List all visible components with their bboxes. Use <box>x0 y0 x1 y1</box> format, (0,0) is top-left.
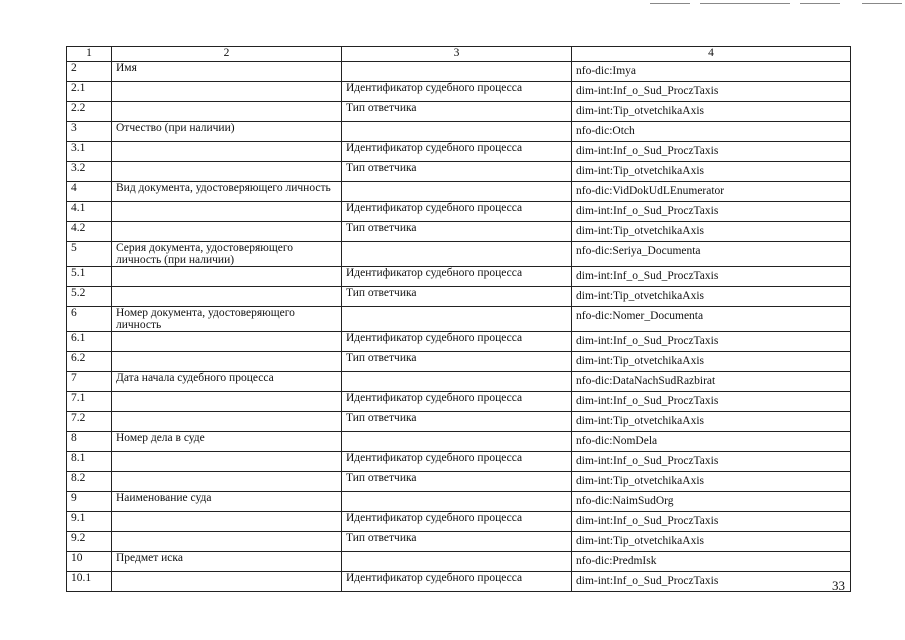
row-name-cell <box>112 287 342 307</box>
row-number-cell: 4.1 <box>67 202 112 222</box>
row-number-cell: 7 <box>67 372 112 392</box>
table-row <box>67 162 851 182</box>
row-name-cell <box>112 472 342 492</box>
row-name-cell: Вид документа, удостоверяющего личность <box>112 182 342 202</box>
row-attribute-cell: Тип ответчика <box>342 412 572 432</box>
row-code-cell: dim-int:Inf_o_Sud_ProczTaxis <box>572 392 851 412</box>
row-code-cell: dim-int:Tip_otvetchikaAxis <box>572 102 851 122</box>
row-name-cell <box>112 412 342 432</box>
row-code-cell: dim-int:Inf_o_Sud_ProczTaxis <box>572 202 851 222</box>
row-name-cell <box>112 452 342 472</box>
row-number-cell: 3.2 <box>67 162 112 182</box>
row-number-cell: 2.2 <box>67 102 112 122</box>
row-name-cell <box>112 202 342 222</box>
table-row <box>67 512 851 532</box>
table-row <box>67 82 851 102</box>
row-number-cell: 6.1 <box>67 332 112 352</box>
table-row <box>67 222 851 242</box>
row-number-cell: 5 <box>67 242 112 267</box>
row-name-cell <box>112 267 342 287</box>
row-code-cell: dim-int:Inf_o_Sud_ProczTaxis <box>572 452 851 472</box>
table-row <box>67 492 851 512</box>
row-code-cell: dim-int:Inf_o_Sud_ProczTaxis <box>572 572 851 592</box>
table-row <box>67 532 851 552</box>
row-name-cell <box>112 512 342 532</box>
table-row <box>67 332 851 352</box>
row-attribute-cell: Тип ответчика <box>342 472 572 492</box>
row-name-cell <box>112 352 342 372</box>
row-number-cell: 8 <box>67 432 112 452</box>
row-number-cell: 10.1 <box>67 572 112 592</box>
row-name-cell: Имя <box>112 62 342 82</box>
row-code-cell: nfo-dic:NaimSudOrg <box>572 492 851 512</box>
row-name-cell: Номер дела в суде <box>112 432 342 452</box>
row-attribute-cell: Идентификатор судебного процесса <box>342 392 572 412</box>
table-row <box>67 122 851 142</box>
row-number-cell: 8.1 <box>67 452 112 472</box>
row-attribute-cell: Тип ответчика <box>342 287 572 307</box>
row-code-cell: nfo-dic:DataNachSudRazbirat <box>572 372 851 392</box>
row-number-cell: 4 <box>67 182 112 202</box>
table-row <box>67 182 851 202</box>
table-row <box>67 62 851 82</box>
row-name-cell <box>112 142 342 162</box>
table-row <box>67 392 851 412</box>
row-code-cell: nfo-dic:Imya <box>572 62 851 82</box>
row-number-cell: 3.1 <box>67 142 112 162</box>
row-attribute-cell: Тип ответчика <box>342 222 572 242</box>
row-code-cell: nfo-dic:Nomer_Documenta <box>572 307 851 332</box>
row-code-cell: dim-int:Inf_o_Sud_ProczTaxis <box>572 267 851 287</box>
row-number-cell: 7.1 <box>67 392 112 412</box>
row-name-cell: Номер документа, удостоверяющего личность <box>112 307 342 332</box>
table-row <box>67 287 851 307</box>
table-row <box>67 307 851 332</box>
header-cell-1: 1 <box>67 47 112 62</box>
table-row <box>67 102 851 122</box>
row-code-cell: dim-int:Tip_otvetchikaAxis <box>572 162 851 182</box>
row-name-cell: Наименование суда <box>112 492 342 512</box>
table-row <box>67 242 851 267</box>
row-code-cell: dim-int:Tip_otvetchikaAxis <box>572 472 851 492</box>
row-code-cell: nfo-dic:Otch <box>572 122 851 142</box>
scan-artifact-line <box>800 3 840 4</box>
row-code-cell: dim-int:Tip_otvetchikaAxis <box>572 532 851 552</box>
row-code-cell: nfo-dic:PredmIsk <box>572 552 851 572</box>
scan-artifact-line <box>700 3 790 4</box>
row-name-cell <box>112 162 342 182</box>
row-name-cell: Дата начала судебного процесса <box>112 372 342 392</box>
table-body <box>67 47 851 592</box>
row-number-cell: 3 <box>67 122 112 142</box>
row-code-cell: dim-int:Tip_otvetchikaAxis <box>572 352 851 372</box>
row-code-cell: dim-int:Inf_o_Sud_ProczTaxis <box>572 512 851 532</box>
row-number-cell: 9.1 <box>67 512 112 532</box>
header-row <box>67 47 851 62</box>
header-cell-4: 4 <box>572 47 851 62</box>
page-number: 33 <box>832 578 845 593</box>
scan-artifact-line <box>862 3 902 4</box>
row-code-cell: nfo-dic:Seriya_Documenta <box>572 242 851 267</box>
table-row <box>67 572 851 592</box>
row-code-cell: nfo-dic:VidDokUdLEnumerator <box>572 182 851 202</box>
row-number-cell: 2.1 <box>67 82 112 102</box>
row-name-cell <box>112 102 342 122</box>
row-attribute-cell: Тип ответчика <box>342 162 572 182</box>
row-number-cell: 4.2 <box>67 222 112 242</box>
row-attribute-cell: Идентификатор судебного процесса <box>342 267 572 287</box>
row-number-cell: 10 <box>67 552 112 572</box>
row-name-cell: Отчество (при наличии) <box>112 122 342 142</box>
scan-artifact-line <box>650 3 690 4</box>
row-number-cell: 9.2 <box>67 532 112 552</box>
row-code-cell: dim-int:Tip_otvetchikaAxis <box>572 412 851 432</box>
row-attribute-cell <box>342 372 572 392</box>
row-attribute-cell <box>342 242 572 267</box>
row-name-cell <box>112 332 342 352</box>
row-attribute-cell <box>342 182 572 202</box>
row-attribute-cell: Идентификатор судебного процесса <box>342 572 572 592</box>
row-attribute-cell <box>342 122 572 142</box>
row-number-cell: 2 <box>67 62 112 82</box>
table-row <box>67 142 851 162</box>
row-name-cell <box>112 392 342 412</box>
row-code-cell: dim-int:Tip_otvetchikaAxis <box>572 222 851 242</box>
row-attribute-cell: Идентификатор судебного процесса <box>342 142 572 162</box>
row-attribute-cell: Идентификатор судебного процесса <box>342 512 572 532</box>
row-name-cell <box>112 532 342 552</box>
row-attribute-cell: Идентификатор судебного процесса <box>342 82 572 102</box>
table-row <box>67 452 851 472</box>
table-row <box>67 552 851 572</box>
table-row <box>67 432 851 452</box>
header-cell-2: 2 <box>112 47 342 62</box>
table-row <box>67 202 851 222</box>
row-attribute-cell: Идентификатор судебного процесса <box>342 452 572 472</box>
row-code-cell: dim-int:Inf_o_Sud_ProczTaxis <box>572 332 851 352</box>
row-name-cell: Серия документа, удостоверяющего личность (при наличии) <box>112 242 342 267</box>
row-name-cell <box>112 222 342 242</box>
row-code-cell: nfo-dic:NomDela <box>572 432 851 452</box>
row-attribute-cell <box>342 552 572 572</box>
row-attribute-cell <box>342 492 572 512</box>
row-attribute-cell: Идентификатор судебного процесса <box>342 202 572 222</box>
row-number-cell: 7.2 <box>67 412 112 432</box>
table-row <box>67 267 851 287</box>
row-code-cell: dim-int:Tip_otvetchikaAxis <box>572 287 851 307</box>
table-row <box>67 472 851 492</box>
row-name-cell <box>112 572 342 592</box>
row-attribute-cell <box>342 62 572 82</box>
row-number-cell: 6 <box>67 307 112 332</box>
table-row <box>67 412 851 432</box>
row-attribute-cell: Тип ответчика <box>342 532 572 552</box>
row-attribute-cell: Тип ответчика <box>342 352 572 372</box>
row-number-cell: 9 <box>67 492 112 512</box>
taxonomy-table <box>66 46 851 592</box>
table-row <box>67 352 851 372</box>
table-row <box>67 372 851 392</box>
row-attribute-cell: Идентификатор судебного процесса <box>342 332 572 352</box>
row-name-cell: Предмет иска <box>112 552 342 572</box>
header-cell-3: 3 <box>342 47 572 62</box>
row-number-cell: 5.2 <box>67 287 112 307</box>
row-code-cell: dim-int:Inf_o_Sud_ProczTaxis <box>572 82 851 102</box>
row-attribute-cell: Тип ответчика <box>342 102 572 122</box>
row-name-cell <box>112 82 342 102</box>
row-number-cell: 6.2 <box>67 352 112 372</box>
row-code-cell: dim-int:Inf_o_Sud_ProczTaxis <box>572 142 851 162</box>
row-attribute-cell <box>342 307 572 332</box>
row-number-cell: 5.1 <box>67 267 112 287</box>
row-number-cell: 8.2 <box>67 472 112 492</box>
row-attribute-cell <box>342 432 572 452</box>
